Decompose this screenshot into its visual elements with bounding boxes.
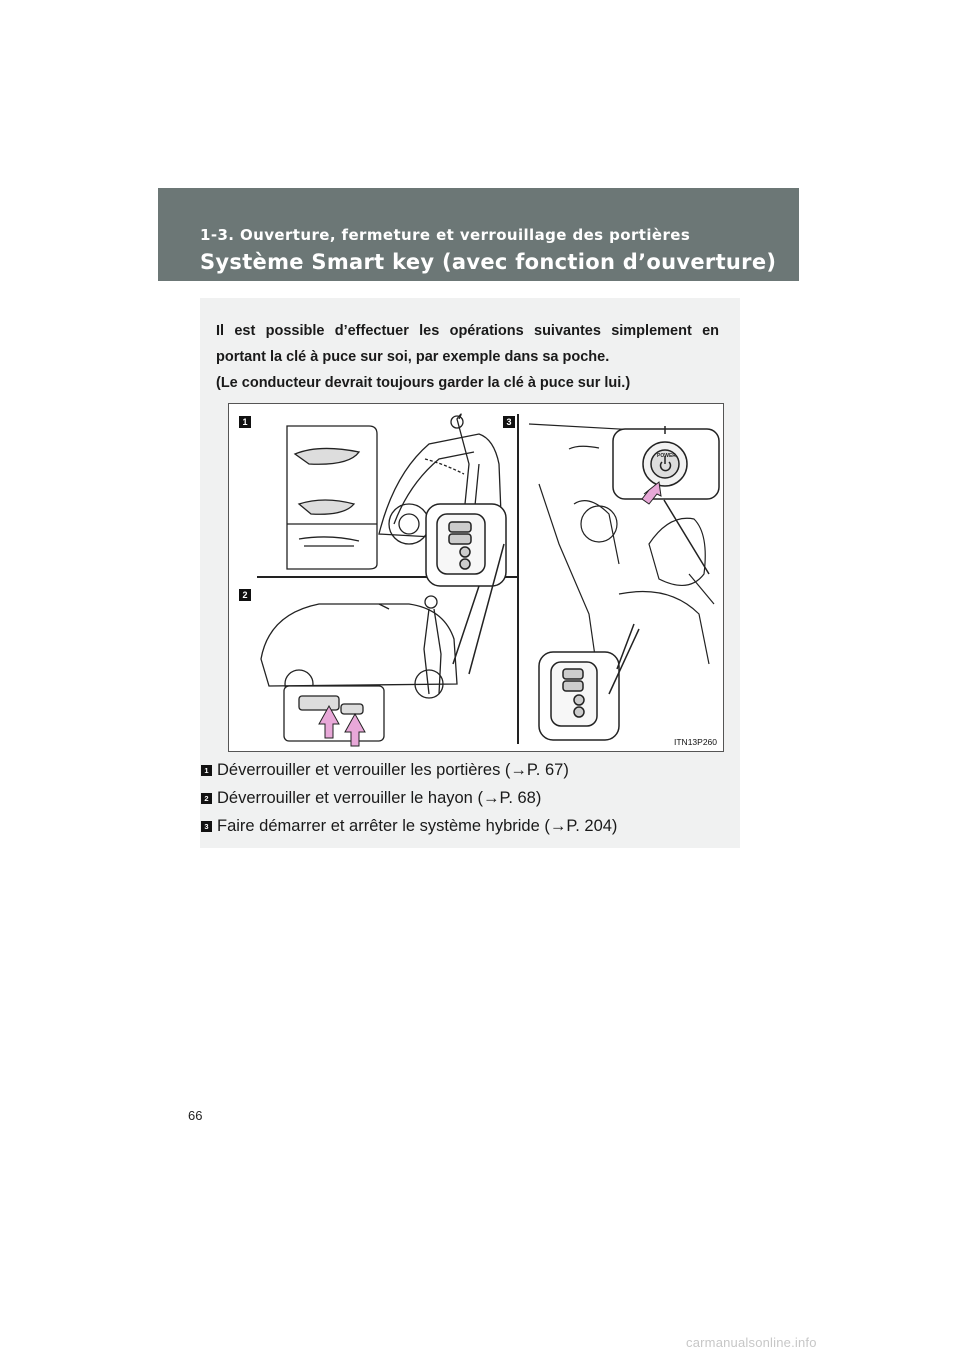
page-title: Système Smart key (avec fonction d’ouverture): [200, 250, 777, 274]
item-text: Faire démarrer et arrêter le système hybride (→P. 204): [217, 816, 618, 835]
watermark: carmanualsonline.info: [686, 1335, 817, 1350]
item-badge: 2: [201, 793, 212, 804]
section-header: [158, 188, 799, 281]
item-badge: 3: [201, 821, 212, 832]
intro-line-3: (Le conducteur devrait toujours garder la clé à puce sur lui.): [216, 375, 631, 391]
illustration-drawing: [229, 404, 723, 751]
section-label: 1-3. Ouverture, fermeture et verrouillage des portières: [200, 226, 691, 244]
item-text: Déverrouiller et verrouiller les portières (→P. 67): [217, 760, 569, 779]
door-handle-insets: [287, 426, 377, 569]
figure-code: ITN13P260: [674, 737, 717, 747]
operation-list: [200, 756, 740, 840]
content-panel: [200, 298, 740, 848]
item-text: Déverrouiller et verrouiller le hayon (→P. 68): [217, 788, 542, 807]
intro-text: [216, 318, 719, 396]
intro-line-2: portant la clé à puce sur soi, par exemple dans sa poche.: [216, 349, 610, 365]
figure-badge-3: 3: [503, 416, 515, 428]
list-item: [200, 812, 740, 840]
power-button-inset: [613, 426, 719, 574]
car-trunk-scene: [261, 596, 457, 741]
page-number: 66: [188, 1108, 203, 1123]
power-label: POWER: [657, 453, 676, 459]
figure-badge-2: 2: [239, 589, 251, 601]
figure-badge-1: 1: [239, 416, 251, 428]
list-item: [200, 756, 740, 784]
smart-key-inset-3: [539, 624, 639, 740]
illustration: [228, 403, 724, 752]
list-item: [200, 784, 740, 812]
intro-line-1: Il est possible d’effectuer les opérations suivantes simplement en: [216, 323, 719, 339]
item-badge: 1: [201, 765, 212, 776]
smart-key-inset-1: [426, 504, 506, 674]
